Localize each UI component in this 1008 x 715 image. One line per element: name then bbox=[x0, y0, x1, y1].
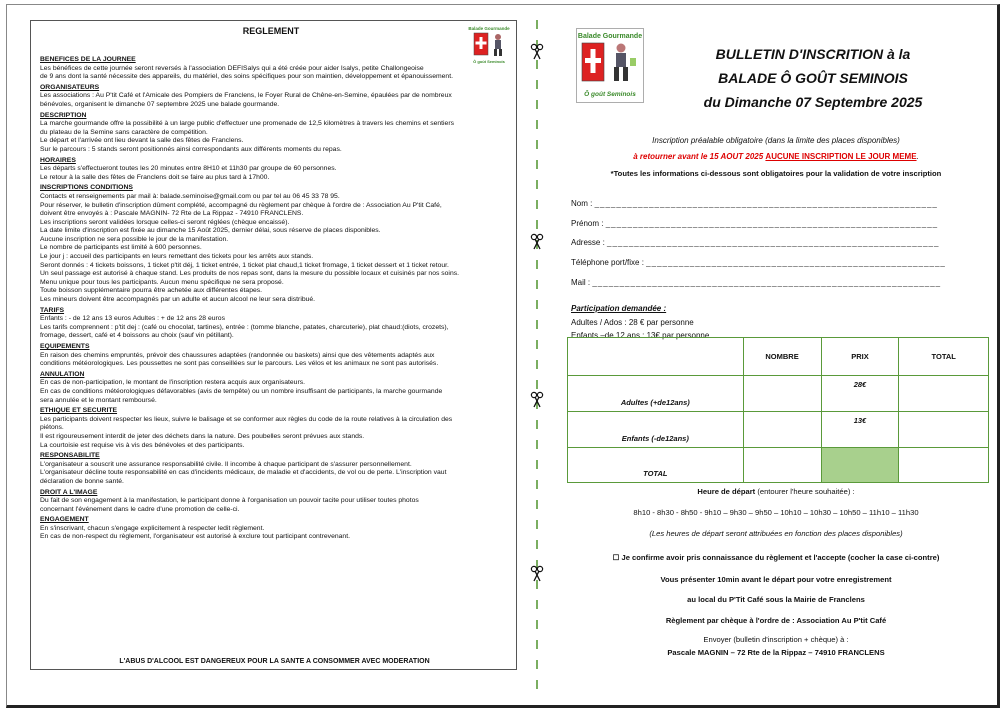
departure-times[interactable]: 8h10 - 8h30 - 8h50 - 9h10 – 9h30 – 9h50 – 10h10 – 10h30 – 10h50 – 11h10 – 11h30 bbox=[633, 508, 919, 517]
total-prix-cell bbox=[821, 448, 899, 483]
envoyer-line: Envoyer (bulletin d'inscription + chèque) à : bbox=[703, 635, 849, 644]
children-nombre-cell[interactable] bbox=[743, 412, 821, 448]
confirm-checkbox[interactable]: ☐ Je confirme avoir pris connaissance du règlement et l'accepte (cocher la case ci-contre) bbox=[612, 553, 940, 562]
section-line: Le retour à la salle des fêtes de Franclens doit se faire au plus tard à 17h00. bbox=[40, 173, 270, 181]
logo-large-top-text: Balade Gourmande bbox=[577, 33, 643, 40]
field-telephone-label: Téléphone port/fixe : bbox=[571, 258, 644, 267]
scissors-icon bbox=[531, 566, 542, 581]
logo-small-bottom-text: Ô goût Seminois bbox=[473, 59, 505, 64]
row-total-label: TOTAL bbox=[568, 448, 744, 483]
section-title: ETHIQUE ET SECURITE bbox=[40, 407, 118, 415]
section-title: HORAIRES bbox=[40, 156, 76, 164]
section-line: Seront donnés : 4 tickets boissons, 1 ticket p'tit déj, 1 ticket entrée, 1 ticket plat chaud,1 ticket fromage, 1 ticket dessert et 1 ticket retour. bbox=[40, 261, 449, 269]
section-line: En cas de conditions météorologiques défavorables (avis de tempête) ou un nombre insuffisant de participants, la marche gourmande bbox=[40, 387, 443, 395]
section-line: Menu unique pour tous les participants. Aucun menu spécifique ne sera proposé. bbox=[40, 278, 284, 286]
heure-depart-instruction: (entourer l'heure souhaitée) : bbox=[755, 487, 855, 496]
section-line: fromage, dessert, café et 4 boissons au choix (sauf vin pétillant). bbox=[40, 332, 234, 340]
section-line: Du fait de son engagement à la manifestation, le participant donne à l'organisation un pouvoir tacite pour utiliser toutes photos bbox=[40, 497, 419, 505]
adults-prix-cell: 28€ bbox=[821, 376, 899, 412]
section-line: Aucune inscription ne sera possible le jour de la manifestation. bbox=[40, 235, 229, 243]
section-line: Les participants doivent respecter les lieux, suivre le balisage et se conformer aux règles du code de la route relatives à la circulation des bbox=[40, 415, 453, 423]
cheque-line: Règlement par chèque à l'ordre de : Association Au P'tit Café bbox=[665, 616, 887, 625]
price-children: Enfants –de 12 ans : 13€ par personne. bbox=[571, 331, 712, 340]
total-nombre-cell[interactable] bbox=[743, 448, 821, 483]
section-line: Le départ et l'arrivée ont lieu devant la salle des fêtes de Franclens. bbox=[40, 137, 244, 145]
row-adults-label: Adultes (+de12ans) bbox=[568, 376, 744, 412]
participation-title: Participation demandée : bbox=[571, 304, 667, 313]
section-line: Il est rigoureusement interdit de jeter des déchets dans la nature. Des poubelles seront prévues aux stands. bbox=[40, 432, 365, 440]
field-nom-label: Nom : bbox=[571, 199, 593, 208]
table-header-row bbox=[568, 338, 989, 376]
section-title: BENEFICES DE LA JOURNEE bbox=[40, 56, 136, 63]
table-header-prix: PRIX bbox=[821, 338, 899, 376]
subtitle-preinscription: Inscription préalable obligatoire (dans la limite des places disponibles) bbox=[652, 136, 900, 145]
total-total-cell[interactable] bbox=[899, 448, 989, 483]
subtitle-deadline bbox=[556, 152, 996, 161]
section-line: concernant l'événement dans le cadre d'une promotion de celle-ci. bbox=[40, 505, 240, 513]
logo-large-bottom-text: Ô goût Seminois bbox=[584, 91, 636, 98]
children-prix-cell: 13€ bbox=[821, 412, 899, 448]
section-line: En cas de non-respect du règlement, l'organisateur est autorisé à exclure tout participant contrevenant. bbox=[40, 533, 350, 541]
reglement-footer: L'ABUS D'ALCOOL EST DANGEREUX POUR LA SANTE A CONSOMMER AVEC MODERATION bbox=[119, 658, 430, 665]
reglement-panel bbox=[30, 20, 517, 670]
deadline-date: à retourner avant le 15 AOUT 2025 bbox=[633, 152, 764, 161]
cut-line bbox=[528, 20, 546, 700]
table-row bbox=[568, 376, 989, 412]
present-line-2: au local du P'Tit Café sous la Mairie de Franclens bbox=[687, 595, 865, 604]
table-row bbox=[568, 448, 989, 483]
table-row bbox=[568, 412, 989, 448]
section-line: La date limite d'inscription est fixée au dimanche 15 Août 2025, dernier délai, sous réserve de places disponibles. bbox=[40, 227, 381, 235]
logo-large bbox=[576, 28, 644, 103]
bulletin-panel bbox=[556, 20, 996, 700]
field-prenom[interactable]: Prénom : _____________________________________________________________ bbox=[571, 219, 939, 228]
deadline-warning: AUCUNE INSCRIPTION LE JOUR MEME bbox=[765, 152, 917, 161]
section-line: Les départs s'effectueront toutes les 20 minutes entre 8H10 et 11h30 par groupe de 60 personnes. bbox=[40, 165, 337, 173]
section-line: Toute boisson supplémentaire pourra être achetée aux différentes étapes. bbox=[40, 287, 263, 295]
section-line: Contacts et renseignements par mail à: balade.seminoise@gmail.com ou par tel au 06 45 33 78 95. bbox=[40, 192, 340, 200]
section-line: L'organisateur décline toute responsabilité en cas d'incidents médicaux, de maladie et d'accidents, de vol ou de perte. L'inscription vaut bbox=[40, 469, 447, 477]
field-mail-label: Mail : bbox=[571, 278, 591, 287]
section-line: conditions météorologiques. Les poussettes ne sont pas conseillées sur le parcours. Les vélos et les animaux ne sont pas autorisés. bbox=[40, 360, 439, 368]
section-line: doivent être envoyés à : Pascale MAGNIN- 72 Rte de La Rippaz - 74910 FRANCLENS. bbox=[40, 210, 304, 218]
section-line: Les mineurs doivent être accompagnés par un adulte et aucun alcool ne leur sera distribué. bbox=[40, 296, 316, 304]
field-adresse[interactable]: Adresse : _____________________________________________________________ bbox=[571, 238, 940, 247]
adults-nombre-cell[interactable] bbox=[743, 376, 821, 412]
form-title-3: du Dimanche 07 Septembre 2025 bbox=[703, 94, 923, 110]
table-header-total: TOTAL bbox=[899, 338, 989, 376]
section-title: TARIFS bbox=[40, 306, 65, 314]
deadline-period: . bbox=[916, 152, 919, 161]
section-line: déclaration de bonne santé. bbox=[40, 477, 124, 485]
section-line: La marche gourmande offre la possibilité à un large public d'effectuer une promenade de 12,5 kilomètres à travers les chemins et sentiers bbox=[40, 120, 454, 128]
section-line: En cas de non-participation, le montant de l'inscription restera acquis aux organisateurs. bbox=[40, 379, 306, 387]
heure-depart-label: Heure de départ bbox=[697, 487, 756, 496]
section-title: ANNULATION bbox=[40, 370, 85, 378]
present-line-1: Vous présenter 10min avant le départ pour votre enregistrement bbox=[660, 575, 892, 584]
section-line: En raison des chemins empruntés, prévoir des chaussures adaptées (randonnée ou baskets) ainsi que des vêtements adaptés aux bbox=[40, 351, 435, 359]
field-telephone[interactable]: Téléphone port/fixe : _______________________________________________________ bbox=[571, 258, 946, 267]
section-line: En s'inscrivant, chacun s'engage explicitement à respecter ledit règlement. bbox=[40, 524, 265, 532]
row-children-label: Enfants (-de12ans) bbox=[568, 412, 744, 448]
reglement-title: REGLEMENT bbox=[242, 26, 300, 36]
section-line: Les associations : Au P'tit Café et l'Amicale des Pompiers de Franclens, le Foyer Rural de Chêne-en-Semine, épaulées par de nombreux bbox=[40, 92, 452, 100]
section-line: La courtoisie est requise vis à vis des bénévoles et des participants. bbox=[40, 441, 245, 449]
section-line: Un seul passage est autorisé à chaque stand. Les produits de nos repas sont, dans la mesure du possible locaux et cuisinés par nos soins. bbox=[40, 270, 460, 278]
section-line: Sur le parcours : 5 stands seront positionnés ainsi correspondants aux différents moments du repas. bbox=[40, 145, 342, 153]
section-line: Pour réserver, le bulletin d'inscription dûment complété, accompagné du règlement par chèque à l'ordre de : Association Au P'tit Café, bbox=[40, 201, 442, 209]
table-header-nombre: NOMBRE bbox=[743, 338, 821, 376]
field-prenom-label: Prénom : bbox=[571, 219, 604, 228]
section-line: Les tarifs comprennent : p'tit dej : (café ou chocolat, tartines), entrée : (tomme blanche, patates, charcuterie), plat chaud:(diots, crozets), bbox=[40, 323, 449, 331]
form-title-1: BULLETIN D'INSCRITION à la bbox=[715, 46, 911, 62]
field-nom[interactable]: Nom : _______________________________________________________________ bbox=[571, 199, 938, 208]
form-title-2: BALADE Ô GOÛT SEMINOIS bbox=[718, 70, 908, 86]
table-header-empty bbox=[568, 338, 744, 376]
section-title: ENGAGEMENT bbox=[40, 516, 89, 524]
section-line: Les inscriptions seront validées lorsque celles-ci seront réglées (chèque encaissé). bbox=[40, 218, 290, 226]
price-adults: Adultes / Ados : 28 € par personne bbox=[571, 318, 694, 327]
section-title: DROIT A L'IMAGE bbox=[40, 488, 98, 496]
field-adresse-label: Adresse : bbox=[571, 238, 605, 247]
section-line: Les bénéfices de cette journée seront reversés à l'association DEFISalys qui a été créée pour aider Isalys, petite Challongeoise bbox=[40, 64, 424, 72]
price-table bbox=[567, 337, 989, 483]
section-line: du plateau de la Semine sans caractère de compétition. bbox=[40, 128, 208, 136]
section-line: Enfants : - de 12 ans 13 euros Adultes : + de 12 ans 28 euros bbox=[40, 315, 225, 323]
section-line: L'organisateur a souscrit une assurance responsabilité civile. Il incombe à chaque participant de s'assurer personnellement. bbox=[40, 460, 412, 468]
logo-small-top-text: Balade Gourmande bbox=[468, 26, 510, 31]
section-line: piétons. bbox=[40, 424, 64, 432]
section-line: de 9 ans dont la santé nécessite des appareils, du matériel, des soins spécifiques pour son maintien, développement et épanouissement. bbox=[40, 73, 453, 81]
children-total-cell[interactable] bbox=[899, 412, 989, 448]
reglement-body bbox=[40, 54, 510, 542]
address-line: Pascale MAGNIN – 72 Rte de la Rippaz – 74910 FRANCLENS bbox=[667, 648, 885, 657]
adults-total-cell[interactable] bbox=[899, 376, 989, 412]
section-line: bénévoles, organisent le dimanche 07 septembre 2025 une balade gourmande. bbox=[40, 100, 280, 108]
heure-depart bbox=[556, 487, 996, 496]
scissors-icon bbox=[531, 44, 542, 59]
field-mail[interactable]: Mail : ________________________________________________________________ bbox=[571, 278, 942, 287]
section-line: sera annulée et le montant remboursé. bbox=[40, 396, 157, 404]
section-title: RESPONSABILITE bbox=[40, 452, 100, 460]
subtitle-mandatory: *Toutes les informations ci-dessous sont obligatoires pour la validation de votre inscription bbox=[610, 169, 942, 178]
section-title: INSCRIPTIONS CONDITIONS bbox=[40, 184, 133, 192]
section-title: EQUIPEMENTS bbox=[40, 343, 90, 350]
section-line: Le nombre de participants est limité à 600 personnes. bbox=[40, 244, 202, 252]
section-line: Le jour j : accueil des participants en leurs remettant des tickets pour les arrêts aux stands. bbox=[40, 253, 314, 261]
times-note: (Les heures de départ seront attribuées en fonction des places disponibles) bbox=[649, 529, 903, 538]
section-title: ORGANISATEURS bbox=[40, 83, 100, 91]
section-title: DESCRIPTION bbox=[40, 111, 87, 119]
